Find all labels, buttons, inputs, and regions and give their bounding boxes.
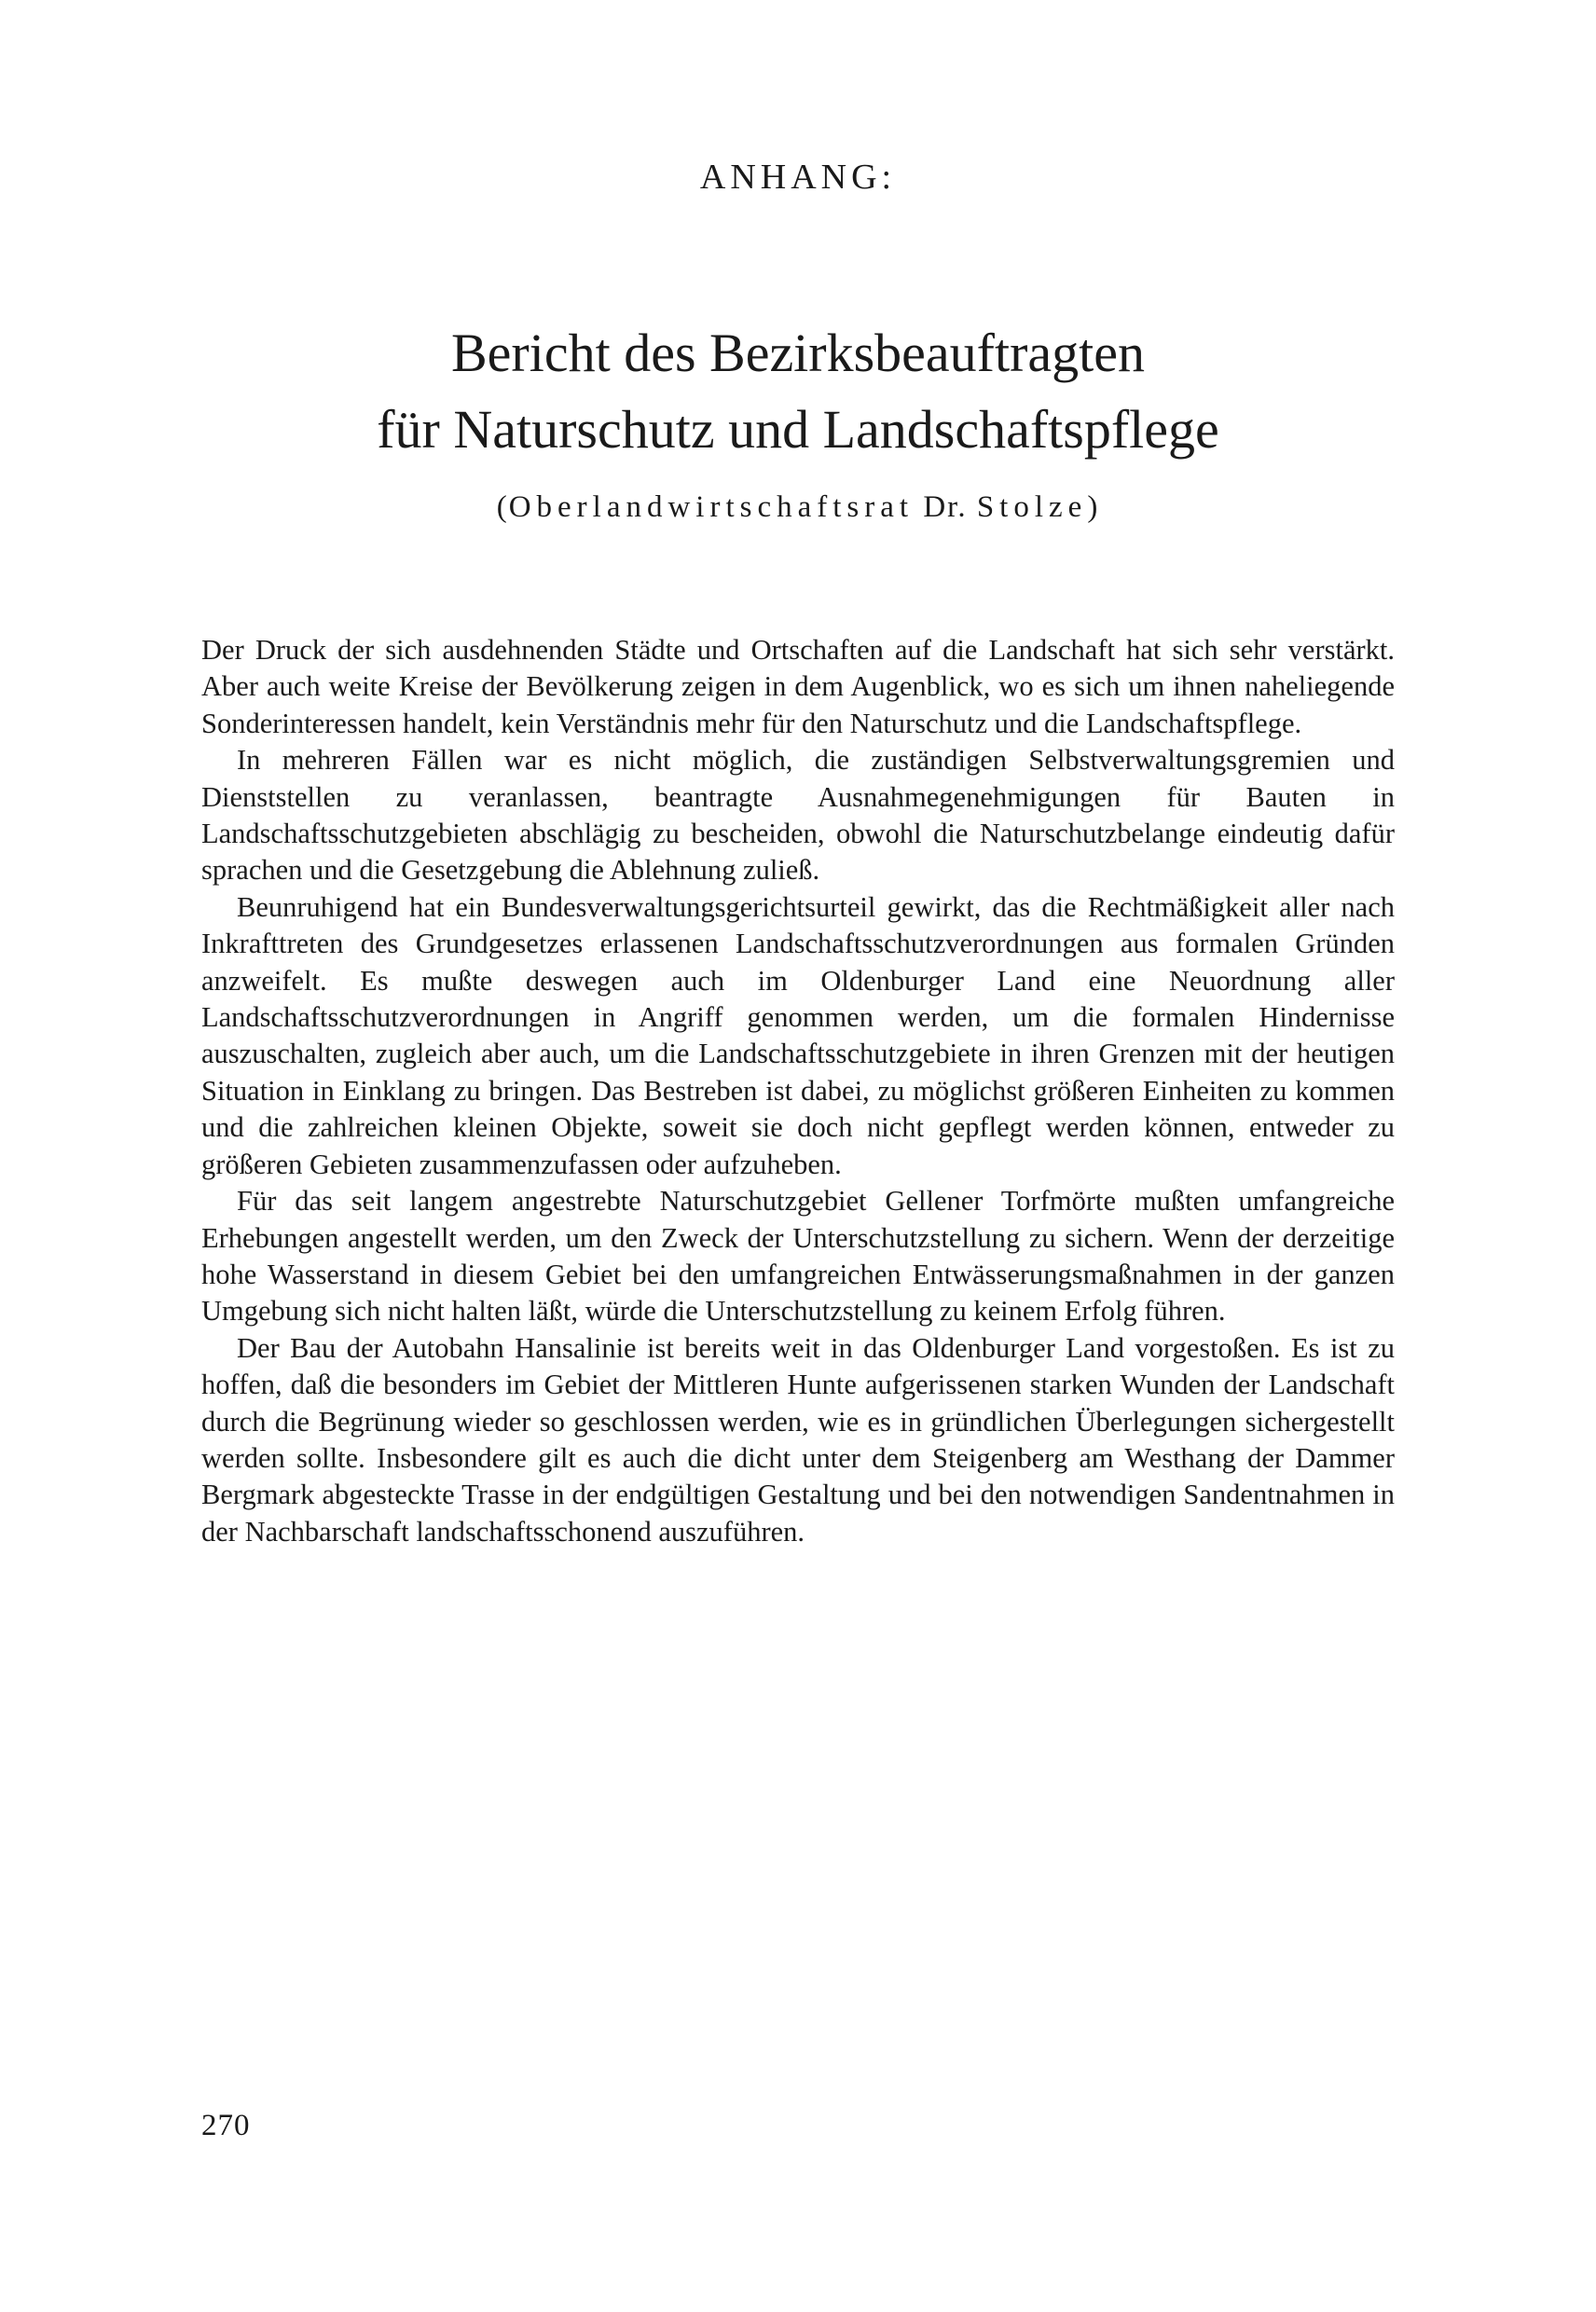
report-body bbox=[201, 632, 1395, 1550]
paragraph: Für das seit langem angestrebte Naturschutzgebiet Gellener Torfmörte mußten umfangreiche Erhebungen angestellt werden, um den Zweck der Unterschutzstellung zu sichern. Wenn der derzeitige hohe Wasserstand in diesem Gebiet bei den umfangreichen Entwässerungsmaßnahmen in der ganzen Umgebung sich nicht halten läßt, würde die Unterschutzstellung zu keinem Erfolg führen. bbox=[201, 1185, 1395, 1328]
title-line-1: Bericht des Bezirksbeauftragten bbox=[450, 323, 1146, 383]
author-subtitle bbox=[0, 490, 1596, 525]
page-title bbox=[0, 315, 1596, 468]
paragraph: Der Bau der Autobahn Hansalinie ist bereits weit in das Oldenburger Land vorgestoßen. Es ist zu hoffen, daß die besonders im Gebiet der Mittleren Hunte aufgerissenen starken Wunden der Landschaft durch die Begrünung wieder so geschlossen werden, wie es in gründlichen Überlegungen sichergestellt werden sollte. Insbesondere gilt es auch die dicht unter dem Steigenberg am Westhang der Dammer Bergmark abgesteckte Trasse in der endgültigen Gestaltung und bei den notwendigen Sandentnahmen in der Nachbarschaft landschaftsschonend auszuführen. bbox=[201, 1331, 1395, 1548]
paragraph: Beunruhigend hat ein Bundesverwaltungsgerichtsurteil gewirkt, das die Rechtmäßigkeit aller nach Inkrafttreten des Grundgesetzes erlassenen Landschaftsschutzverordnungen aus formalen Gründen anzweifelt. Es mußte deswegen auch im Oldenburger Land eine Neuordnung aller Landschaftsschutzverordnungen in Angriff genommen werden, um die formalen Hindernisse auszuschalten, zugleich aber auch, um die Landschaftsschutzgebiete in ihren Grenzen mit der heutigen Situation in Einklang zu bringen. Das Bestreben ist dabei, zu möglichst größeren Einheiten zu kommen und die zahlreichen kleinen Objekte, soweit sie doch nicht gepflegt werden können, entweder zu größeren Gebieten zusammenzufassen oder aufzuheben. bbox=[201, 890, 1395, 1180]
author-name-prefix: Dr. bbox=[923, 490, 968, 524]
paragraph: Der Druck der sich ausdehnenden Städte und Ortschaften auf die Landschaft hat sich sehr verstärkt. Aber auch weite Kreise der Bevölkerung zeigen in dem Augenblick, wo es sich um ihnen naheliegende Sonderinteressen handelt, kein Verständnis mehr für den Naturschutz und die Landschaftspflege. bbox=[201, 634, 1395, 739]
title-line-2: für Naturschutz und Landschaftspflege bbox=[377, 399, 1219, 460]
subtitle-open-paren: ( bbox=[496, 490, 509, 524]
page-number: 270 bbox=[201, 2109, 251, 2142]
subtitle-close-paren: ) bbox=[1087, 490, 1100, 524]
section-label: ANHANG: bbox=[699, 158, 897, 197]
author-role: Oberlandwirtschaftsrat bbox=[508, 490, 915, 524]
paragraph: In mehreren Fällen war es nicht möglich, die zuständigen Selbstverwaltungsgremien und Dienststellen zu veranlassen, beantragte Ausnahmegenehmigungen für Bauten in Landschaftsschutzgebieten abschlägig zu bescheiden, obwohl die Naturschutzbelange eindeutig dafür sprachen und die Gesetzgebung die Ablehnung zuließ. bbox=[201, 744, 1395, 887]
author-name: Stolze bbox=[976, 490, 1088, 524]
